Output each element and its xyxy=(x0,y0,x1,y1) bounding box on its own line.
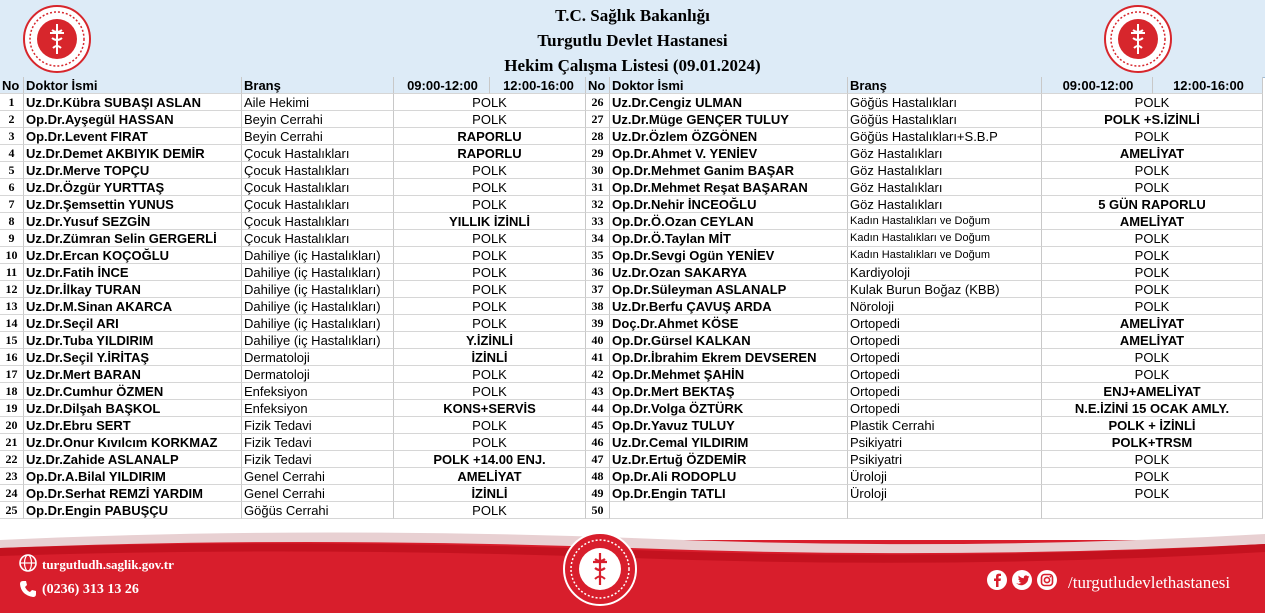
branch-name: Beyin Cerrahi xyxy=(242,128,394,145)
facebook-icon[interactable] xyxy=(986,569,1008,591)
branch-name: Çocuk Hastalıkları xyxy=(242,213,394,230)
doctor-name: Uz.Dr.Özlem ÖZGÖNEN xyxy=(610,128,848,145)
schedule-status: POLK xyxy=(394,281,586,298)
doctor-name xyxy=(610,502,848,519)
schedule-status: YILLIK İZİNLİ xyxy=(394,213,586,230)
schedule-status: POLK xyxy=(1042,179,1263,196)
doctor-name: Doç.Dr.Ahmet KÖSE xyxy=(610,315,848,332)
doctor-name: Uz.Dr.Özgür YURTTAŞ xyxy=(24,179,242,196)
branch-name xyxy=(848,502,1042,519)
right-col-morning-header: 09:00-12:00 xyxy=(1042,77,1153,94)
branch-name: Ortopedi xyxy=(848,349,1042,366)
branch-name: Genel Cerrahi xyxy=(242,485,394,502)
right-row-number: 27 xyxy=(586,111,610,128)
schedule-status: AMELİYAT xyxy=(394,468,586,485)
left-col-afternoon-header: 12:00-16:00 xyxy=(490,77,586,94)
branch-name: Ortopedi xyxy=(848,400,1042,417)
schedule-status: POLK xyxy=(1042,128,1263,145)
right-row-number: 28 xyxy=(586,128,610,145)
left-row-number: 17 xyxy=(0,366,24,383)
doctor-name: Uz.Dr.Onur Kıvılcım KORKMAZ xyxy=(24,434,242,451)
schedule-status: POLK xyxy=(394,196,586,213)
doctor-name: Op.Dr.Süleyman ASLANALP xyxy=(610,281,848,298)
left-col-branch-header: Branş xyxy=(242,77,394,94)
doctor-name: Op.Dr.Mehmet Ganim BAŞAR xyxy=(610,162,848,179)
schedule-status: POLK xyxy=(1042,247,1263,264)
doctor-name: Op.Dr.Mehmet ŞAHİN xyxy=(610,366,848,383)
doctor-name: Uz.Dr.Seçil ARI xyxy=(24,315,242,332)
left-row-number: 22 xyxy=(0,451,24,468)
right-row-number: 29 xyxy=(586,145,610,162)
schedule-status: N.E.İZİNİ 15 OCAK AMLY. xyxy=(1042,400,1263,417)
doctor-name: Op.Dr.Levent FIRAT xyxy=(24,128,242,145)
branch-name: Göz Hastalıkları xyxy=(848,145,1042,162)
schedule-status: RAPORLU xyxy=(394,145,586,162)
left-row-number: 3 xyxy=(0,128,24,145)
left-row-number: 18 xyxy=(0,383,24,400)
branch-name: Kadın Hastalıkları ve Doğum xyxy=(848,247,1042,264)
doctor-name: Op.Dr.Ali RODOPLU xyxy=(610,468,848,485)
right-row-number: 41 xyxy=(586,349,610,366)
doctor-name: Op.Dr.Ö.Ozan CEYLAN xyxy=(610,213,848,230)
schedule-status: POLK xyxy=(1042,451,1263,468)
right-row-number: 39 xyxy=(586,315,610,332)
schedule-status: Y.İZİNLİ xyxy=(394,332,586,349)
right-row-number: 46 xyxy=(586,434,610,451)
right-row-number: 43 xyxy=(586,383,610,400)
branch-name: Dahiliye (iç Hastalıkları) xyxy=(242,281,394,298)
schedule-status: İZİNLİ xyxy=(394,485,586,502)
schedule-status: 5 GÜN RAPORLU xyxy=(1042,196,1263,213)
doctor-name: Uz.Dr.M.Sinan AKARCA xyxy=(24,298,242,315)
doctor-name: Op.Dr.Volga ÖZTÜRK xyxy=(610,400,848,417)
phone-number: (0236) 313 13 26 xyxy=(42,582,139,597)
schedule-status: POLK xyxy=(1042,366,1263,383)
doctor-name: Uz.Dr.Demet AKBIYIK DEMİR xyxy=(24,145,242,162)
right-row-number: 38 xyxy=(586,298,610,315)
schedule-status: POLK xyxy=(1042,230,1263,247)
schedule-status: POLK xyxy=(394,315,586,332)
right-col-afternoon-header: 12:00-16:00 xyxy=(1153,77,1263,94)
branch-name: Çocuk Hastalıkları xyxy=(242,196,394,213)
doctor-name: Uz.Dr.Merve TOPÇU xyxy=(24,162,242,179)
branch-name: Kadın Hastalıkları ve Doğum xyxy=(848,230,1042,247)
branch-name: Çocuk Hastalıkları xyxy=(242,145,394,162)
left-row-number: 12 xyxy=(0,281,24,298)
schedule-status: POLK +S.İZİNLİ xyxy=(1042,111,1263,128)
schedule-status: POLK +14.00 ENJ. xyxy=(394,451,586,468)
social-handle[interactable]: /turgutludevlethastanesi xyxy=(1068,573,1231,592)
page-header xyxy=(0,0,1265,78)
left-row-number: 2 xyxy=(0,111,24,128)
doctor-name: Op.Dr.Mehmet Reşat BAŞARAN xyxy=(610,179,848,196)
left-row-number: 14 xyxy=(0,315,24,332)
doctor-name: Op.Dr.İbrahim Ekrem DEVSEREN xyxy=(610,349,848,366)
branch-name: Dahiliye (iç Hastalıkları) xyxy=(242,264,394,281)
left-row-number: 9 xyxy=(0,230,24,247)
left-row-number: 24 xyxy=(0,485,24,502)
doctor-name: Uz.Dr.Müge GENÇER TULUY xyxy=(610,111,848,128)
schedule-status: POLK xyxy=(1042,264,1263,281)
ministry-title: T.C. Sağlık Bakanlığı xyxy=(555,6,710,25)
schedule-status: POLK xyxy=(394,179,586,196)
doctor-name: Uz.Dr.Fatih İNCE xyxy=(24,264,242,281)
schedule-status: POLK xyxy=(1042,162,1263,179)
right-row-number: 36 xyxy=(586,264,610,281)
right-row-number: 33 xyxy=(586,213,610,230)
doctor-name: Uz.Dr.Cumhur ÖZMEN xyxy=(24,383,242,400)
doctor-name: Op.Dr.Engin PABUŞÇU xyxy=(24,502,242,519)
left-row-number: 16 xyxy=(0,349,24,366)
schedule-status: POLK xyxy=(1042,349,1263,366)
left-row-number: 10 xyxy=(0,247,24,264)
branch-name: Göz Hastalıkları xyxy=(848,196,1042,213)
right-row-number: 45 xyxy=(586,417,610,434)
branch-name: Dahiliye (iç Hastalıkları) xyxy=(242,298,394,315)
left-col-morning-header: 09:00-12:00 xyxy=(394,77,490,94)
branch-name: Dahiliye (iç Hastalıkları) xyxy=(242,332,394,349)
schedule-status: RAPORLU xyxy=(394,128,586,145)
page-footer xyxy=(0,526,1265,613)
left-row-number: 20 xyxy=(0,417,24,434)
branch-name: Ortopedi xyxy=(848,332,1042,349)
doctor-name: Uz.Dr.Dilşah BAŞKOL xyxy=(24,400,242,417)
branch-name: Üroloji xyxy=(848,468,1042,485)
left-row-number: 15 xyxy=(0,332,24,349)
schedule-status: POLK xyxy=(394,502,586,519)
branch-name: Enfeksiyon xyxy=(242,400,394,417)
schedule-status: POLK xyxy=(394,298,586,315)
branch-name: Çocuk Hastalıkları xyxy=(242,162,394,179)
schedule-status: POLK xyxy=(394,383,586,400)
left-row-number: 11 xyxy=(0,264,24,281)
schedule-status: POLK xyxy=(394,366,586,383)
right-row-number: 35 xyxy=(586,247,610,264)
right-row-number: 44 xyxy=(586,400,610,417)
branch-name: Göğüs Cerrahi xyxy=(242,502,394,519)
branch-name: Çocuk Hastalıkları xyxy=(242,179,394,196)
doctor-name: Uz.Dr.Kübra SUBAŞI ASLAN xyxy=(24,94,242,111)
branch-name: Ortopedi xyxy=(848,315,1042,332)
doctor-name: Uz.Dr.Yusuf SEZGİN xyxy=(24,213,242,230)
schedule-status: POLK xyxy=(1042,485,1263,502)
branch-name: Dermatoloji xyxy=(242,366,394,383)
doctor-name: Uz.Dr.Ebru SERT xyxy=(24,417,242,434)
schedule-status: KONS+SERVİS xyxy=(394,400,586,417)
twitter-icon[interactable] xyxy=(1011,569,1033,591)
left-row-number: 5 xyxy=(0,162,24,179)
schedule-status: ENJ+AMELİYAT xyxy=(1042,383,1263,400)
branch-name: Fizik Tedavi xyxy=(242,434,394,451)
doctor-name: Op.Dr.Ayşegül HASSAN xyxy=(24,111,242,128)
branch-name: Çocuk Hastalıkları xyxy=(242,230,394,247)
schedule-status: POLK xyxy=(394,111,586,128)
branch-name: Kulak Burun Boğaz (KBB) xyxy=(848,281,1042,298)
doctor-name: Uz.Dr.İlkay TURAN xyxy=(24,281,242,298)
schedule-status: POLK xyxy=(394,162,586,179)
left-row-number: 7 xyxy=(0,196,24,213)
right-row-number: 30 xyxy=(586,162,610,179)
ministry-logo-footer-icon xyxy=(562,531,638,607)
branch-name: Enfeksiyon xyxy=(242,383,394,400)
doctor-name: Op.Dr.Yavuz TULUY xyxy=(610,417,848,434)
schedule-table xyxy=(0,77,1265,526)
doctor-name: Uz.Dr.Zümran Selin GERGERLİ xyxy=(24,230,242,247)
right-row-number: 40 xyxy=(586,332,610,349)
right-row-number: 31 xyxy=(586,179,610,196)
schedule-status: İZİNLİ xyxy=(394,349,586,366)
right-row-number: 32 xyxy=(586,196,610,213)
schedule-status: POLK xyxy=(1042,281,1263,298)
right-row-number: 37 xyxy=(586,281,610,298)
branch-name: Göğüs Hastalıkları xyxy=(848,94,1042,111)
website-link[interactable]: turgutludh.saglik.gov.tr xyxy=(42,557,174,572)
left-row-number: 1 xyxy=(0,94,24,111)
branch-name: Psikiyatri xyxy=(848,434,1042,451)
right-col-branch-header: Branş xyxy=(848,77,1042,94)
hospital-title: Turgutlu Devlet Hastanesi xyxy=(537,31,728,50)
ministry-logo-right-icon xyxy=(1103,4,1173,74)
schedule-status: POLK xyxy=(394,230,586,247)
doctor-name: Uz.Dr.Cengiz ULMAN xyxy=(610,94,848,111)
doctor-name: Op.Dr.Ahmet V. YENİEV xyxy=(610,145,848,162)
left-row-number: 19 xyxy=(0,400,24,417)
right-row-number: 47 xyxy=(586,451,610,468)
schedule-status: POLK+TRSM xyxy=(1042,434,1263,451)
branch-name: Ortopedi xyxy=(848,366,1042,383)
doctor-name: Op.Dr.Mert BEKTAŞ xyxy=(610,383,848,400)
branch-name: Kardiyoloji xyxy=(848,264,1042,281)
schedule-status: POLK xyxy=(394,264,586,281)
branch-name: Fizik Tedavi xyxy=(242,451,394,468)
branch-name: Ortopedi xyxy=(848,383,1042,400)
branch-name: Dermatoloji xyxy=(242,349,394,366)
doctor-name: Op.Dr.Serhat REMZİ YARDIM xyxy=(24,485,242,502)
branch-name: Kadın Hastalıkları ve Doğum xyxy=(848,213,1042,230)
schedule-status: POLK xyxy=(1042,298,1263,315)
schedule-status: POLK xyxy=(394,247,586,264)
globe-icon xyxy=(18,553,38,573)
doctor-name: Op.Dr.Engin TATLI xyxy=(610,485,848,502)
schedule-status: AMELİYAT xyxy=(1042,332,1263,349)
branch-name: Genel Cerrahi xyxy=(242,468,394,485)
right-row-number: 50 xyxy=(586,502,610,519)
doctor-name: Uz.Dr.Ercan KOÇOĞLU xyxy=(24,247,242,264)
branch-name: Fizik Tedavi xyxy=(242,417,394,434)
doctor-name: Op.Dr.Ö.Taylan MİT xyxy=(610,230,848,247)
instagram-icon[interactable] xyxy=(1036,569,1058,591)
schedule-status: POLK + İZİNLİ xyxy=(1042,417,1263,434)
right-row-number: 34 xyxy=(586,230,610,247)
doctor-name: Uz.Dr.Tuba YILDIRIM xyxy=(24,332,242,349)
branch-name: Göz Hastalıkları xyxy=(848,162,1042,179)
left-row-number: 6 xyxy=(0,179,24,196)
doctor-name: Op.Dr.Nehir İNCEOĞLU xyxy=(610,196,848,213)
right-row-number: 48 xyxy=(586,468,610,485)
doctor-name: Op.Dr.Sevgi Ogün YENİEV xyxy=(610,247,848,264)
left-col-no-header: No xyxy=(0,77,24,94)
left-row-number: 4 xyxy=(0,145,24,162)
branch-name: Beyin Cerrahi xyxy=(242,111,394,128)
left-row-number: 25 xyxy=(0,502,24,519)
schedule-status: AMELİYAT xyxy=(1042,315,1263,332)
branch-name: Göz Hastalıkları xyxy=(848,179,1042,196)
branch-name: Göğüs Hastalıkları+S.B.P xyxy=(848,128,1042,145)
schedule-status: POLK xyxy=(394,417,586,434)
schedule-status: POLK xyxy=(394,434,586,451)
left-row-number: 8 xyxy=(0,213,24,230)
doctor-name: Uz.Dr.Berfu ÇAVUŞ ARDA xyxy=(610,298,848,315)
schedule-status: AMELİYAT xyxy=(1042,145,1263,162)
doctor-name: Uz.Dr.Zahide ASLANALP xyxy=(24,451,242,468)
left-row-number: 21 xyxy=(0,434,24,451)
doctor-name: Uz.Dr.Ertuğ ÖZDEMİR xyxy=(610,451,848,468)
phone-icon xyxy=(18,579,38,599)
doctor-name: Uz.Dr.Ozan SAKARYA xyxy=(610,264,848,281)
right-row-number: 42 xyxy=(586,366,610,383)
list-title: Hekim Çalışma Listesi (09.01.2024) xyxy=(504,56,761,75)
right-col-doctor-header: Doktor İsmi xyxy=(610,77,848,94)
schedule-status: POLK xyxy=(1042,94,1263,111)
branch-name: Dahiliye (iç Hastalıkları) xyxy=(242,315,394,332)
schedule-status: POLK xyxy=(394,94,586,111)
branch-name: Plastik Cerrahi xyxy=(848,417,1042,434)
schedule-status: AMELİYAT xyxy=(1042,213,1263,230)
branch-name: Psikiyatri xyxy=(848,451,1042,468)
schedule-status: POLK xyxy=(1042,468,1263,485)
left-row-number: 23 xyxy=(0,468,24,485)
doctor-name: Op.Dr.Gürsel KALKAN xyxy=(610,332,848,349)
doctor-name: Uz.Dr.Şemsettin YUNUS xyxy=(24,196,242,213)
right-row-number: 49 xyxy=(586,485,610,502)
right-row-number: 26 xyxy=(586,94,610,111)
branch-name: Üroloji xyxy=(848,485,1042,502)
left-row-number: 13 xyxy=(0,298,24,315)
right-col-no-header: No xyxy=(586,77,610,94)
doctor-name: Uz.Dr.Seçil Y.İRİTAŞ xyxy=(24,349,242,366)
branch-name: Dahiliye (iç Hastalıkları) xyxy=(242,247,394,264)
branch-name: Aile Hekimi xyxy=(242,94,394,111)
schedule-status xyxy=(1042,502,1263,519)
left-col-doctor-header: Doktor İsmi xyxy=(24,77,242,94)
branch-name: Nöroloji xyxy=(848,298,1042,315)
doctor-name: Uz.Dr.Cemal YILDIRIM xyxy=(610,434,848,451)
doctor-name: Uz.Dr.Mert BARAN xyxy=(24,366,242,383)
doctor-name: Op.Dr.A.Bilal YILDIRIM xyxy=(24,468,242,485)
branch-name: Göğüs Hastalıkları xyxy=(848,111,1042,128)
